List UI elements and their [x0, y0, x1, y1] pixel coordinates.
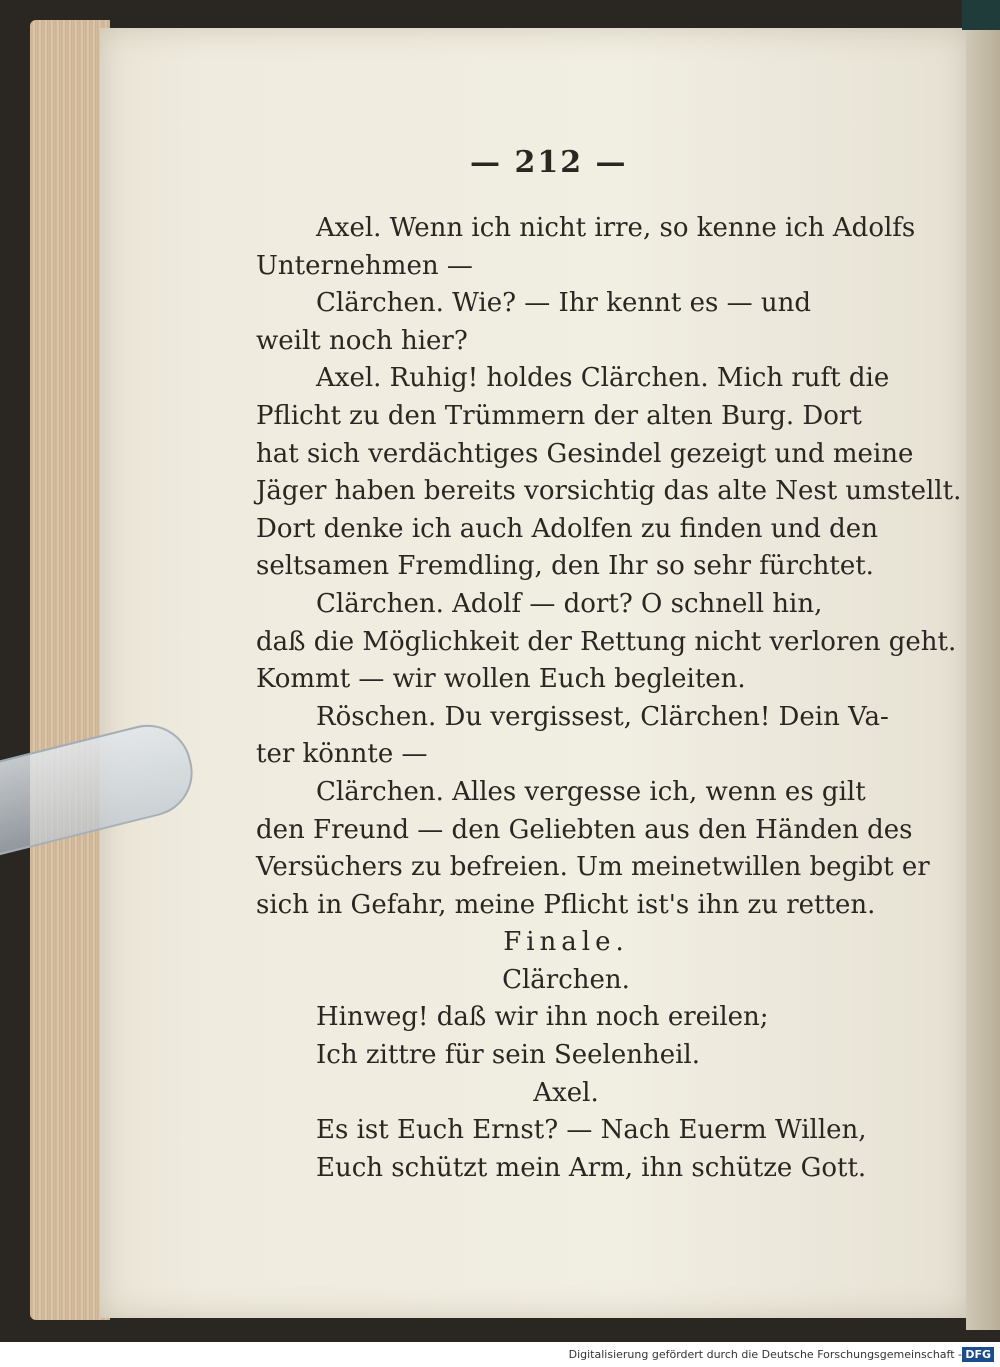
text-line: weilt noch hier?: [256, 325, 468, 356]
text-line: Clärchen. Adolf — dort? O schnell hin,: [316, 588, 823, 619]
page-number: — 212 —: [470, 145, 628, 180]
text-line: daß die Möglichkeit der Rettung nicht verloren geht.: [256, 626, 957, 657]
text-line: Axel. Ruhig! holdes Clärchen. Mich ruft die: [316, 363, 890, 394]
verse-line: Ich zittre für sein Seelenheil.: [316, 1040, 701, 1071]
text-line: Unternehmen —: [256, 250, 473, 281]
text-line: Röschen. Du vergissest, Clärchen! Dein Va-: [316, 701, 889, 732]
text-line: den Freund — den Geliebten aus den Händen des: [256, 814, 913, 845]
speaker-name: Clärchen.: [502, 964, 630, 995]
page-text: [256, 210, 962, 1187]
text-line: seltsamen Fremdling, den Ihr so sehr fürchtet.: [256, 551, 874, 582]
text-line: Pflicht zu den Trümmern der alten Burg. Dort: [256, 400, 862, 431]
verse-line: Hinweg! daß wir ihn noch ereilen;: [316, 1002, 769, 1033]
text-line: Axel. Wenn ich nicht irre, so kenne ich Adolfs: [316, 213, 916, 243]
text-line: hat sich verdächtiges Gesindel gezeigt und meine: [256, 438, 914, 469]
text-line: ter könnte —: [256, 739, 428, 770]
binding-strip: [962, 0, 1000, 30]
verse-line: Euch schützt mein Arm, ihn schütze Gott.: [316, 1152, 867, 1183]
next-page-edge: [966, 20, 1000, 1330]
verse-line: Es ist Euch Ernst? — Nach Euerm Willen,: [316, 1115, 867, 1146]
text-line: Jäger haben bereits vorsichtig das alte Nest umstellt.: [256, 476, 962, 507]
funding-credit: Digitalisierung gefördert durch die Deutsche Forschungsgemeinschaft -: [568, 1348, 962, 1361]
text-line: Dort denke ich auch Adolfen zu finden und den: [256, 513, 878, 544]
section-heading: Finale.: [503, 927, 629, 958]
footer-bar: [0, 1342, 1000, 1367]
text-line: Clärchen. Alles vergesse ich, wenn es gilt: [316, 776, 866, 807]
speaker-name: Axel.: [533, 1077, 599, 1108]
text-line: Clärchen. Wie? — Ihr kennt es — und: [316, 288, 811, 319]
text-line: Kommt — wir wollen Euch begleiten.: [256, 664, 746, 695]
dfg-logo-icon: DFG: [962, 1347, 994, 1362]
text-line: Versüchers zu befreien. Um meinetwillen begibt er: [256, 852, 930, 883]
text-line: sich in Gefahr, meine Pflicht ist's ihn zu retten.: [256, 889, 876, 920]
page-edges: [30, 20, 110, 1320]
